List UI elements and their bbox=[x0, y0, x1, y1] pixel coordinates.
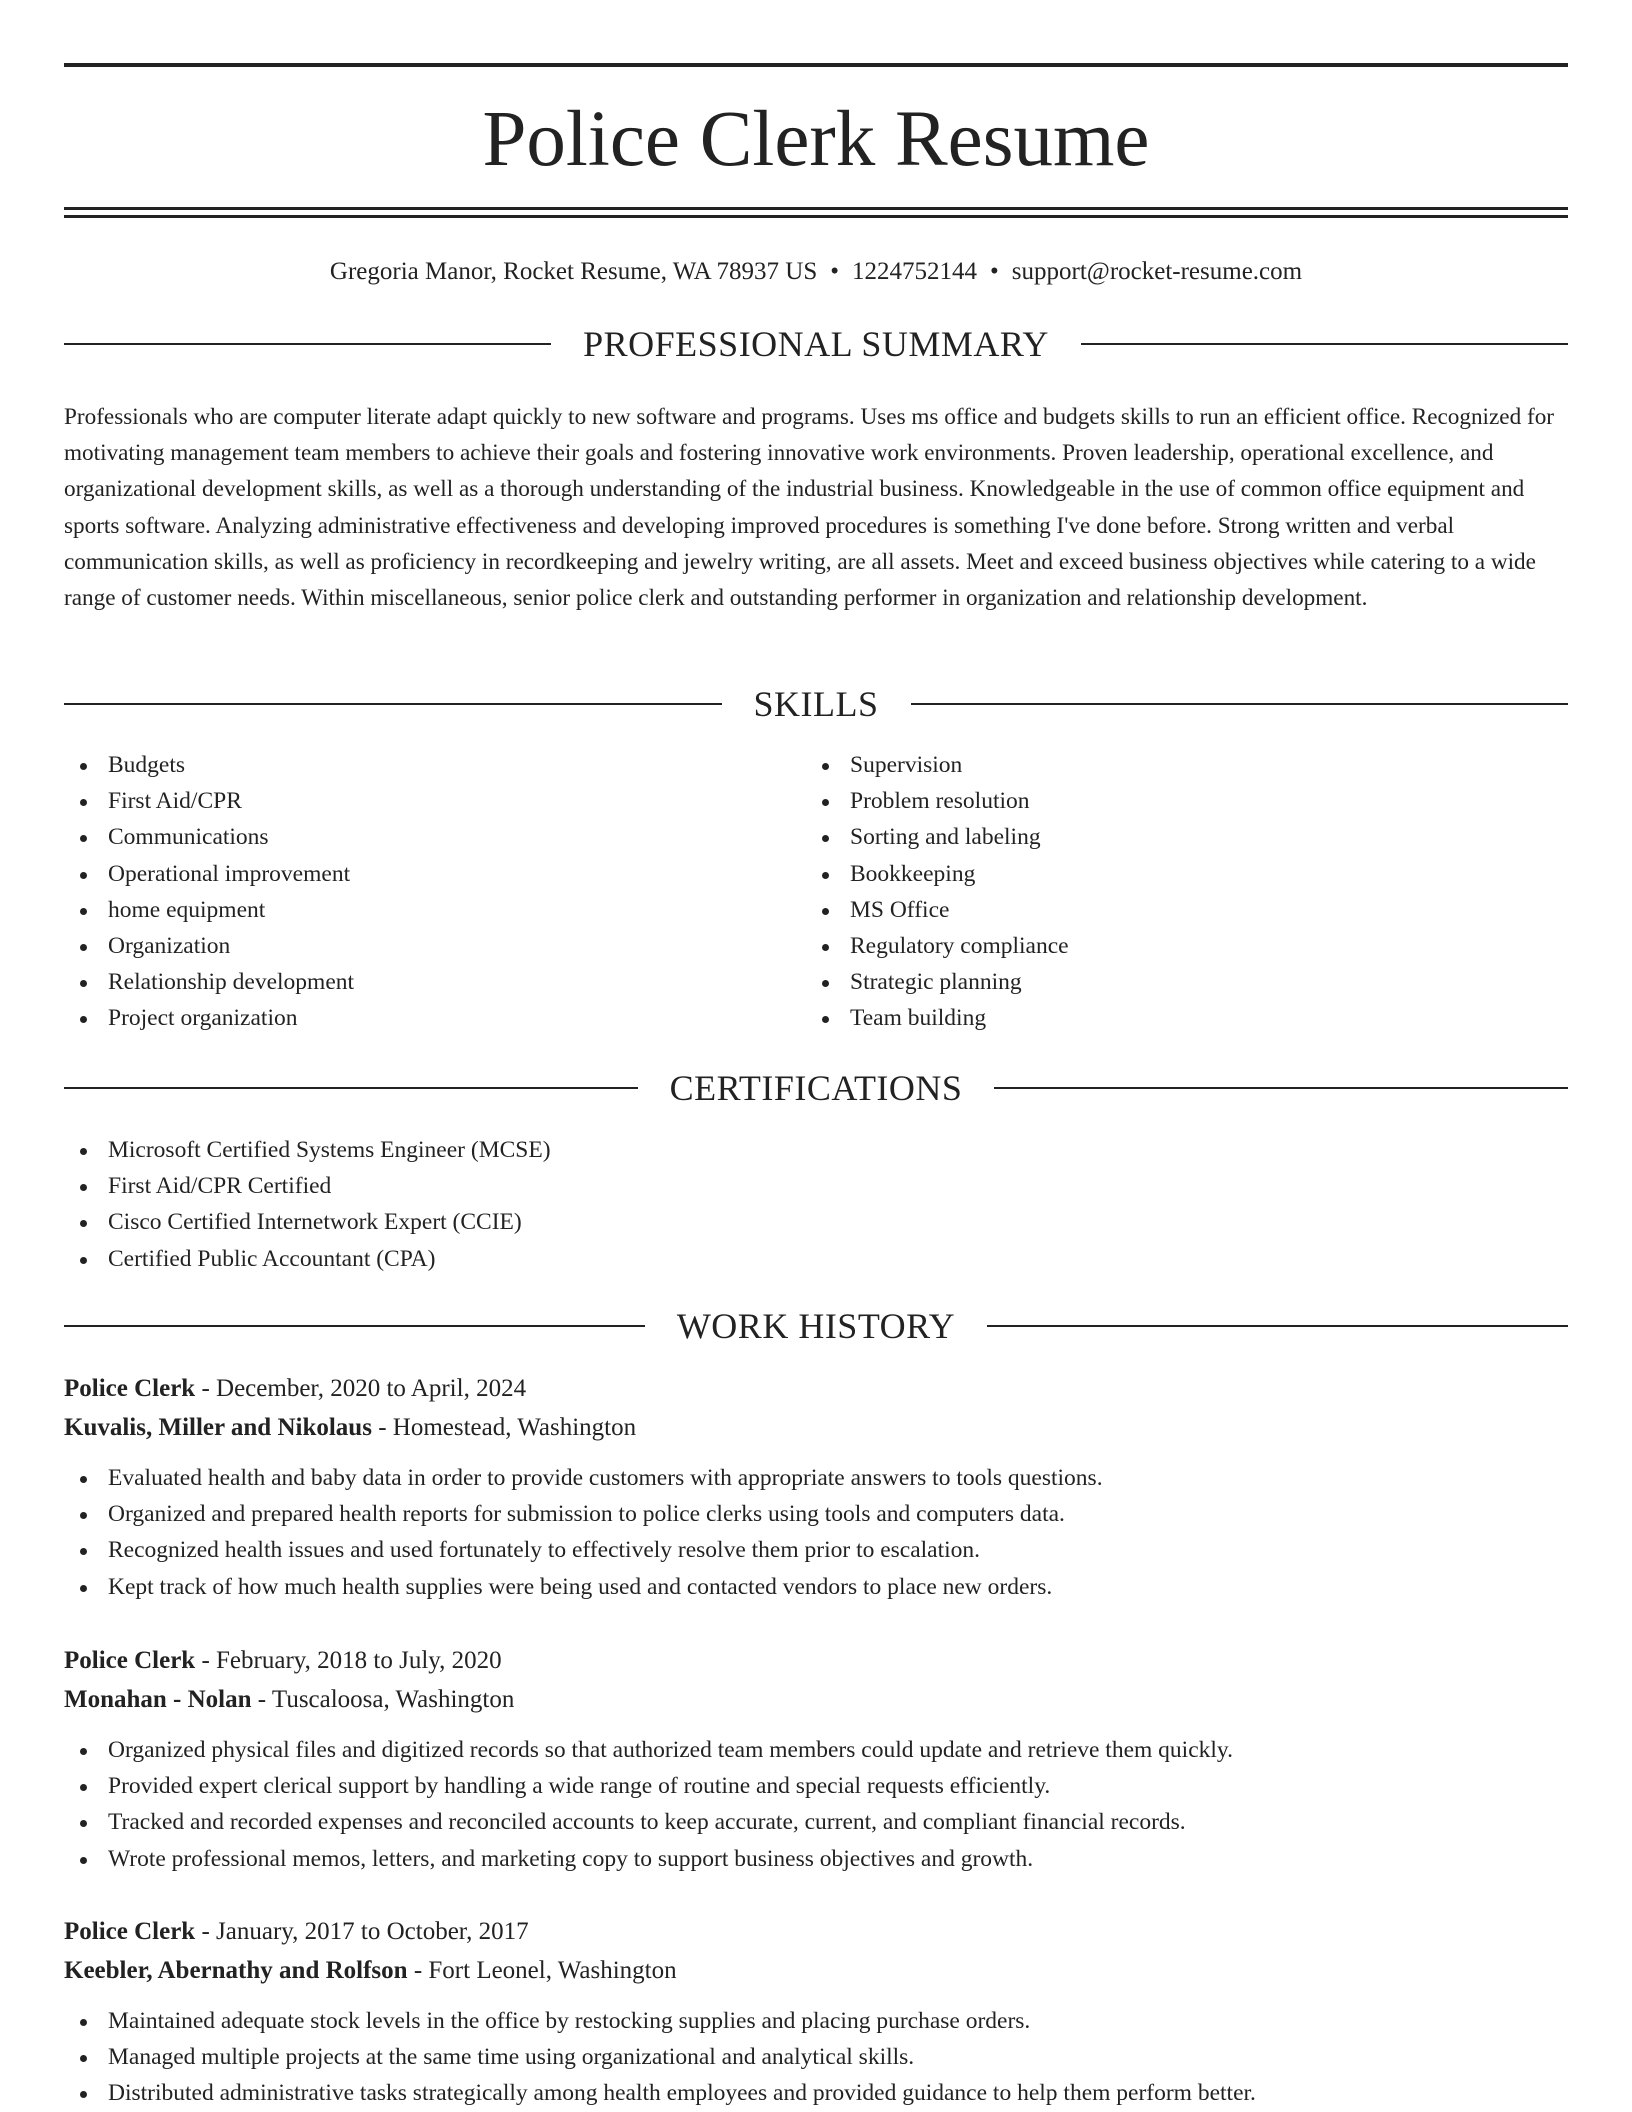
certifications-list bbox=[64, 1132, 551, 1277]
job-duty-item: Evaluated health and baby data in order to provide customers with appropriate answers to tools questions. bbox=[64, 1460, 1568, 1496]
job-company: Monahan - Nolan bbox=[64, 1686, 252, 1713]
work-history-heading-label: WORK HISTORY bbox=[676, 1306, 956, 1346]
heading-rule-right bbox=[1081, 343, 1568, 345]
skill-item: Project organization bbox=[64, 1000, 354, 1036]
skill-item: Budgets bbox=[64, 747, 354, 783]
job-duty-item: Organized and prepared health reports for submission to police clerks using tools and computers data. bbox=[64, 1496, 1568, 1532]
job-entry bbox=[64, 1642, 1568, 1877]
skill-item: Relationship development bbox=[64, 964, 354, 1000]
skills-heading bbox=[64, 680, 1568, 728]
contact-line bbox=[64, 255, 1568, 289]
title-rule-lower bbox=[64, 215, 1568, 218]
job-company: Kuvalis, Miller and Nikolaus bbox=[64, 1414, 372, 1441]
skill-item: Sorting and labeling bbox=[806, 819, 1069, 855]
job-title: Police Clerk bbox=[64, 1647, 196, 1674]
contact-address: Gregoria Manor, Rocket Resume, WA 78937 US bbox=[329, 258, 818, 285]
summary-heading bbox=[64, 320, 1568, 368]
job-company-line bbox=[64, 1681, 1568, 1719]
certification-item: Cisco Certified Internetwork Expert (CCIE) bbox=[64, 1204, 551, 1240]
heading-rule-right bbox=[911, 703, 1569, 705]
job-title-line bbox=[64, 1913, 1568, 1951]
skill-item: First Aid/CPR bbox=[64, 783, 354, 819]
top-rule bbox=[64, 63, 1568, 67]
skill-item: Supervision bbox=[806, 747, 1069, 783]
job-company-line bbox=[64, 1952, 1568, 1990]
job-duty-item: Kept track of how much health supplies were being used and contacted vendors to place new orders. bbox=[64, 1569, 1568, 1605]
resume-title: Police Clerk Resume bbox=[482, 96, 1150, 183]
job-title-line bbox=[64, 1370, 1568, 1408]
skill-item: Communications bbox=[64, 819, 354, 855]
skills-heading-label: SKILLS bbox=[753, 684, 879, 724]
heading-rule-left bbox=[64, 1087, 638, 1089]
certifications-heading bbox=[64, 1064, 1568, 1112]
job-duties bbox=[64, 2003, 1568, 2112]
job-dates: - January, 2017 to October, 2017 bbox=[195, 1918, 529, 1945]
summary-heading-label: PROFESSIONAL SUMMARY bbox=[583, 324, 1049, 364]
skill-item: Team building bbox=[806, 1000, 1069, 1036]
skill-item: Problem resolution bbox=[806, 783, 1069, 819]
skill-item: MS Office bbox=[806, 892, 1069, 928]
job-location: - Homestead, Washington bbox=[371, 1414, 637, 1441]
job-duty-item: Managed multiple projects at the same time using organizational and analytical skills. bbox=[64, 2039, 1568, 2075]
heading-rule-left bbox=[64, 703, 722, 705]
contact-separator: • bbox=[990, 258, 999, 285]
job-title-line bbox=[64, 1642, 1568, 1680]
job-duties bbox=[64, 1732, 1568, 1877]
certification-item: First Aid/CPR Certified bbox=[64, 1168, 551, 1204]
skills-list-right bbox=[806, 747, 1069, 1037]
skill-item: Operational improvement bbox=[64, 856, 354, 892]
heading-rule-left bbox=[64, 343, 551, 345]
skill-item: Strategic planning bbox=[806, 964, 1069, 1000]
title-rule-upper bbox=[64, 207, 1568, 210]
job-duty-item: Wrote professional memos, letters, and marketing copy to support business objectives and growth. bbox=[64, 1841, 1568, 1877]
job-dates: - February, 2018 to July, 2020 bbox=[195, 1647, 502, 1674]
job-duty-item: Distributed administrative tasks strategically among health employees and provided guidance to help them perform better. bbox=[64, 2075, 1568, 2111]
contact-separator: • bbox=[830, 258, 840, 285]
summary-text: Professionals who are computer literate adapt quickly to new software and programs. Uses ms office and budgets skills to run an efficient office. Recognized for motivating management team members to achieve their goals and fostering innovative work environments. Proven leadership, operational excellence, and organizational development skills, as well as a thorough understanding of the industrial business. Knowledgeable in the use of common office equipment and sports software. Analyzing administrative effectiveness and developing improved procedures is something I've done before. Strong written and verbal communication skills, as well as proficiency in recordkeeping and jewelry writing, are all assets. Meet and exceed business objectives while catering to a wide range of customer needs. Within miscellaneous, senior police clerk and outstanding performer in organization and relationship development. bbox=[64, 404, 1555, 612]
job-duty-item: Recognized health issues and used fortunately to effectively resolve them prior to escalation. bbox=[64, 1532, 1568, 1568]
job-duty-item: Provided expert clerical support by handling a wide range of routine and special requests efficiently. bbox=[64, 1768, 1568, 1804]
skill-item: Organization bbox=[64, 928, 354, 964]
job-company-line bbox=[64, 1409, 1568, 1447]
certification-item: Microsoft Certified Systems Engineer (MCSE) bbox=[64, 1132, 551, 1168]
job-title: Police Clerk bbox=[64, 1918, 196, 1945]
skill-item: Bookkeeping bbox=[806, 856, 1069, 892]
heading-rule-right bbox=[994, 1087, 1568, 1089]
job-company: Keebler, Abernathy and Rolfson bbox=[64, 1957, 408, 1984]
heading-rule-right bbox=[987, 1325, 1568, 1327]
job-location: - Fort Leonel, Washington bbox=[407, 1957, 677, 1984]
job-location: - Tuscaloosa, Washington bbox=[251, 1686, 515, 1713]
work-history-heading bbox=[64, 1302, 1568, 1350]
skill-item: home equipment bbox=[64, 892, 354, 928]
heading-rule-left bbox=[64, 1325, 645, 1327]
certifications-heading-label: CERTIFICATIONS bbox=[669, 1068, 963, 1108]
contact-phone: 1224752144 bbox=[852, 258, 978, 285]
job-duty-item: Maintained adequate stock levels in the office by restocking supplies and placing purchase orders. bbox=[64, 2003, 1568, 2039]
job-duties bbox=[64, 1460, 1568, 1605]
job-entry bbox=[64, 1913, 1568, 2112]
certification-item: Certified Public Accountant (CPA) bbox=[64, 1241, 551, 1277]
job-duty-item: Organized physical files and digitized records so that authorized team members could update and retrieve them quickly. bbox=[64, 1732, 1568, 1768]
job-duty-item: Tracked and recorded expenses and reconciled accounts to keep accurate, current, and compliant financial records. bbox=[64, 1804, 1568, 1840]
contact-email: support@rocket-resume.com bbox=[1011, 258, 1303, 285]
skills-list-left bbox=[64, 747, 354, 1037]
job-title: Police Clerk bbox=[64, 1375, 196, 1402]
skill-item: Regulatory compliance bbox=[806, 928, 1069, 964]
job-dates: - December, 2020 to April, 2024 bbox=[195, 1375, 527, 1402]
job-entry bbox=[64, 1370, 1568, 1605]
